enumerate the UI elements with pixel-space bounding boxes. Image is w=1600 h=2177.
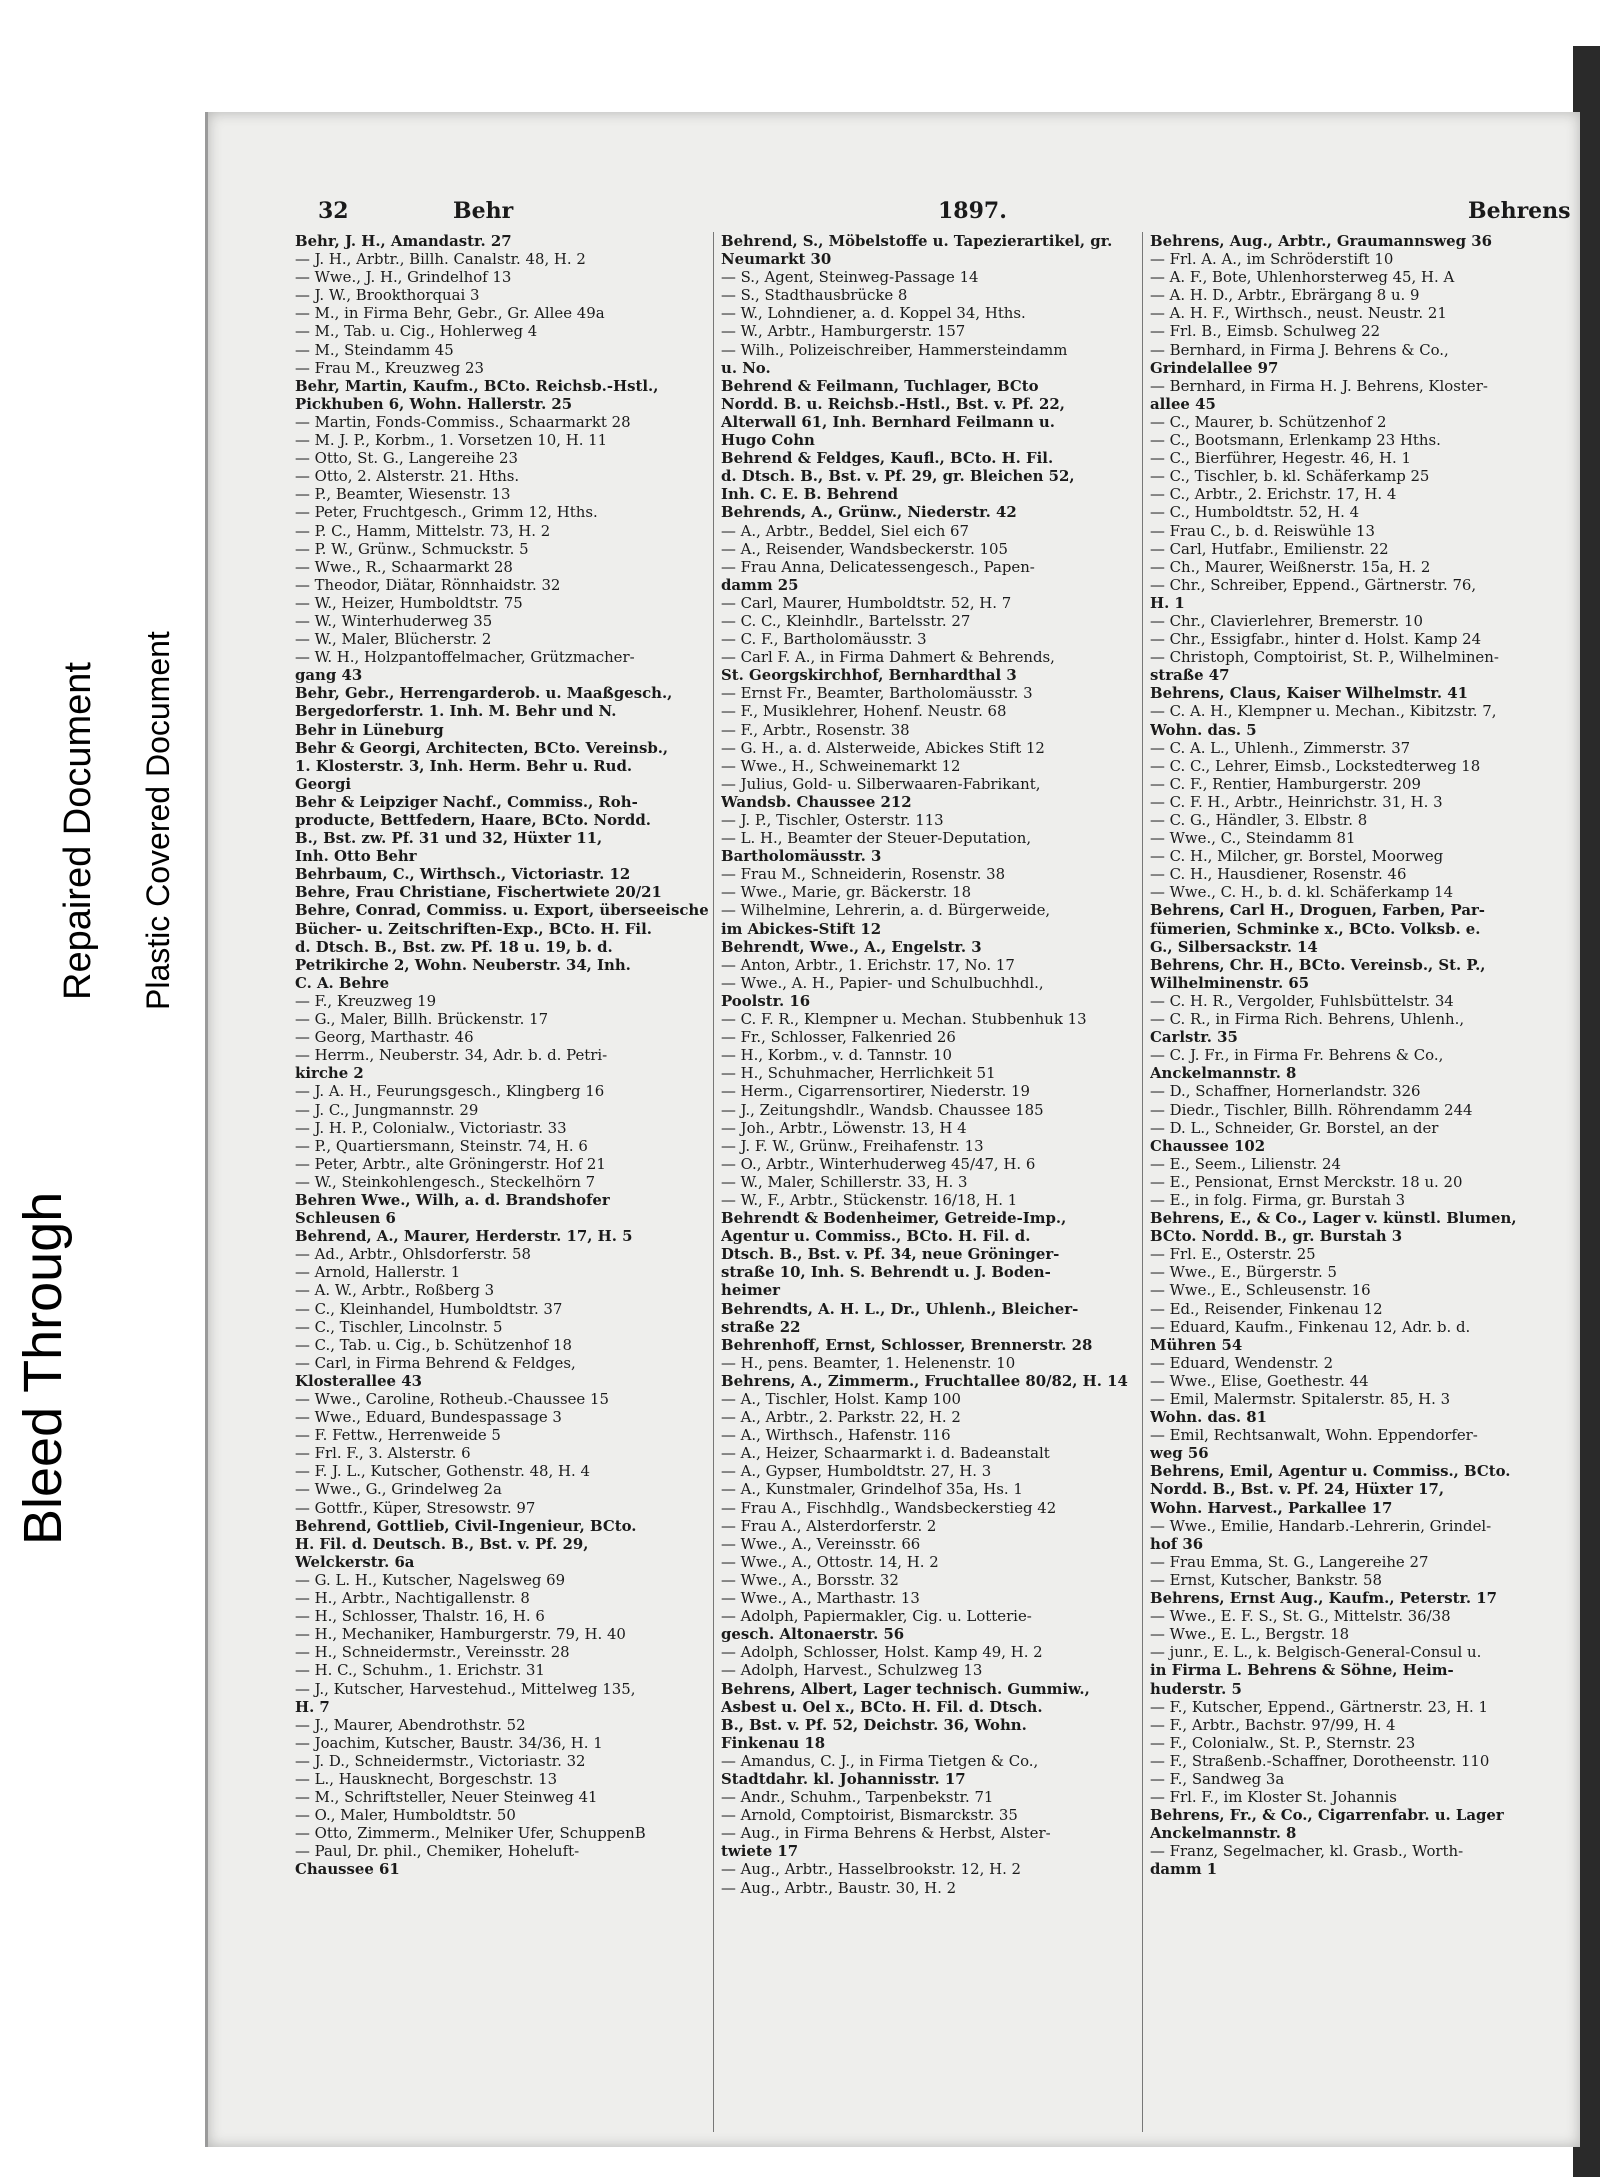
directory-entry-line: Behren Wwe., Wilh, a. d. Brandshofer [295, 1190, 610, 1209]
label-bleed-through: Bleed Through [13, 1191, 73, 1545]
directory-entry-line: straße 22 [721, 1317, 801, 1336]
directory-entry-line: — F., Arbtr., Bachstr. 97/99, H. 4 [1150, 1715, 1396, 1734]
directory-entry-line: — Joh., Arbtr., Löwenstr. 13, H 4 [721, 1118, 967, 1137]
directory-entry-line: — C. C., Kleinhdlr., Bartelsstr. 27 [721, 611, 971, 630]
directory-entry-line: — M., in Firma Behr, Gebr., Gr. Allee 49a [295, 304, 605, 323]
directory-column-1 [295, 232, 720, 1879]
directory-entry-line: — Frl. F., 3. Alsterstr. 6 [295, 1444, 471, 1463]
directory-entry-line: — Aug., in Firma Behrens & Herbst, Alster- [721, 1824, 1051, 1843]
directory-entry-line: — C., Tischler, b. kl. Schäferkamp 25 [1150, 467, 1430, 486]
directory-entry-line: — Arnold, Hallerstr. 1 [295, 1263, 461, 1282]
directory-entry-line: heimer [721, 1281, 781, 1300]
directory-entry-line: Wandsb. Chaussee 212 [721, 792, 912, 811]
directory-entry-line: — J., Kutscher, Harvestehud., Mittelweg 135, [295, 1679, 636, 1698]
directory-entry-line: — Eduard, Wendenstr. 2 [1150, 1353, 1334, 1372]
directory-entry-line: — Christoph, Comptoirist, St. P., Wilhelminen- [1150, 648, 1499, 667]
directory-entry-line: — P. W., Grünw., Schmuckstr. 5 [295, 539, 529, 558]
directory-entry-line: — Wwe., G., Grindelweg 2a [295, 1480, 502, 1499]
directory-entry-line: — C. A. L., Uhlenh., Zimmerstr. 37 [1150, 738, 1411, 757]
directory-entry-line: — Wwe., A., Vereinsstr. 66 [721, 1534, 921, 1553]
directory-entry-line: — Wwe., R., Schaarmarkt 28 [295, 557, 513, 576]
directory-entry-line: — L. H., Beamter der Steuer-Deputation, [721, 829, 1032, 848]
directory-entry-line: — J. H., Arbtr., Billh. Canalstr. 48, H. 2 [295, 250, 586, 269]
directory-entry-line: — Wwe., Eduard, Bundespassage 3 [295, 1408, 562, 1427]
directory-entry-line: Poolstr. 16 [721, 991, 811, 1010]
directory-entry-line: — W., Maler, Schillerstr. 33, H. 3 [721, 1172, 968, 1191]
directory-entry-line: Behr, Martin, Kaufm., BCto. Reichsb.-Hstl., [295, 376, 659, 395]
directory-entry-line: Carlstr. 35 [1150, 1028, 1238, 1047]
header-year: 1897. [938, 198, 1007, 224]
directory-entry-line: gang 43 [295, 666, 363, 685]
directory-entry-line: — Frau C., b. d. Reiswühle 13 [1150, 521, 1375, 540]
directory-entry-line: — A. W., Arbtr., Roßberg 3 [295, 1281, 495, 1300]
directory-entry-line: — Carl F. A., in Firma Dahmert & Behrends, [721, 648, 1055, 667]
directory-entry-line: — G., Maler, Billh. Brückenstr. 17 [295, 1010, 549, 1029]
directory-entry-line: — Frl. A. A., im Schröderstift 10 [1150, 250, 1394, 269]
directory-entry-line: Georgi [295, 774, 352, 793]
directory-entry-line: — Wwe., H., Schweinemarkt 12 [721, 756, 961, 775]
directory-entry-line: — F., Straßenb.-Schaffner, Dorotheenstr. 110 [1150, 1751, 1490, 1770]
directory-entry-line: Behrends, A., Grünw., Niederstr. 42 [721, 503, 1017, 522]
directory-entry-line: — Otto, St. G., Langereihe 23 [295, 449, 518, 468]
directory-entry-line: — Wwe., E., Schleusenstr. 16 [1150, 1281, 1371, 1300]
directory-entry-line: — Otto, Zimmerm., Melniker Ufer, SchuppenB [295, 1824, 646, 1843]
directory-entry-line: BCto. Nordd. B., gr. Burstah 3 [1150, 1227, 1403, 1246]
directory-entry-line: — M., Schriftsteller, Neuer Steinweg 41 [295, 1788, 598, 1807]
directory-entry-line: im Abickes-Stift 12 [721, 919, 882, 938]
directory-entry-line: — Aug., Arbtr., Hasselbrookstr. 12, H. 2 [721, 1860, 1022, 1879]
directory-entry-line: Behrens, Fr., & Co., Cigarrenfabr. u. Lager [1150, 1806, 1504, 1825]
header-left-keyword: Behr [453, 198, 514, 224]
directory-entry-line: — Diedr., Tischler, Billh. Röhrendamm 244 [1150, 1100, 1473, 1119]
directory-entry-line: Behrens, Albert, Lager technisch. Gummiw., [721, 1679, 1090, 1698]
directory-entry-line: — H., Schneidermstr., Vereinsstr. 28 [295, 1643, 570, 1662]
directory-entry-line: — Wilhelmine, Lehrerin, a. d. Bürgerweide, [721, 901, 1051, 920]
directory-entry-line: Wohn. das. 5 [1150, 720, 1257, 739]
directory-entry-line: — Andr., Schuhm., Tarpenbekstr. 71 [721, 1788, 994, 1807]
directory-entry-line: Behrbaum, C., Wirthsch., Victoriastr. 12 [295, 865, 631, 884]
directory-entry-line: — C. G., Händler, 3. Elbstr. 8 [1150, 811, 1368, 829]
directory-entry-line: — Georg, Marthastr. 46 [295, 1028, 474, 1047]
directory-entry-line: — Ch., Maurer, Weißnerstr. 15a, H. 2 [1150, 557, 1431, 576]
directory-entry-line: — Peter, Arbtr., alte Gröningerstr. Hof 21 [295, 1154, 606, 1173]
directory-entry-line: Behrens, E., & Co., Lager v. künstl. Blumen, [1150, 1209, 1517, 1228]
directory-entry-line: d. Dtsch. B., Bst. zw. Pf. 18 u. 19, b. d. [295, 937, 613, 956]
directory-entry-line: — Arnold, Comptoirist, Bismarckstr. 35 [721, 1806, 1018, 1825]
directory-entry-line: — F., Kreuzweg 19 [295, 991, 437, 1010]
directory-entry-line: — F. Fettw., Herrenweide 5 [295, 1426, 501, 1445]
directory-entry-line: — C. J. Fr., in Firma Fr. Behrens & Co., [1150, 1046, 1444, 1065]
directory-entry-line: — A. F., Bote, Uhlenhorsterweg 45, H. A [1150, 268, 1455, 287]
directory-entry-line: — Ernst Fr., Beamter, Bartholomäusstr. 3 [721, 684, 1033, 703]
directory-entry-line: — Amandus, C. J., in Firma Tietgen & Co., [721, 1751, 1039, 1770]
directory-entry-line: — P. C., Hamm, Mittelstr. 73, H. 2 [295, 521, 551, 540]
directory-entry-line: fümerien, Schminke x., BCto. Volksb. e. [1150, 919, 1481, 938]
directory-entry-line: — J. W., Brookthorquai 3 [295, 286, 480, 305]
directory-entry-line: Behrendt & Bodenheimer, Getreide-Imp., [721, 1209, 1067, 1228]
directory-entry-line: — Wwe., Caroline, Rotheub.-Chaussee 15 [295, 1390, 609, 1408]
directory-entry-line: — Frl. B., Eimsb. Schulweg 22 [1150, 322, 1381, 341]
directory-entry-line: Nordd. B. u. Reichsb.-Hstl., Bst. v. Pf. 22, [721, 394, 1065, 413]
directory-entry-line: — O., Arbtr., Winterhuderweg 45/47, H. 6 [721, 1154, 1036, 1173]
directory-entry-line: — Wwe., Elise, Goethestr. 44 [1150, 1371, 1369, 1390]
directory-entry-line: — W., Maler, Blücherstr. 2 [295, 630, 492, 649]
directory-entry-line: — W. H., Holzpantoffelmacher, Grützmacher- [295, 648, 635, 667]
directory-entry-line: Neumarkt 30 [721, 250, 832, 269]
directory-entry-line: — H., pens. Beamter, 1. Helenenstr. 10 [721, 1353, 1016, 1372]
directory-entry-line: straße 10, Inh. S. Behrendt u. J. Boden- [721, 1263, 1051, 1282]
directory-entry-line: — C., Bootsmann, Erlenkamp 23 Hths. [1150, 431, 1441, 450]
directory-entry-line: Behrens, Carl H., Droguen, Farben, Par- [1150, 901, 1485, 920]
directory-entry-line: Dtsch. B., Bst. v. Pf. 34, neue Gröninger- [721, 1245, 1060, 1264]
directory-entry-line: H. 7 [295, 1697, 330, 1716]
directory-entry-line: C. A. Behre [295, 973, 390, 992]
directory-entry-line: producte, Bettfedern, Haare, BCto. Nordd. [295, 811, 651, 829]
directory-entry-line: in Firma L. Behrens & Söhne, Heim- [1150, 1661, 1454, 1680]
directory-entry-line: — J. C., Jungmannstr. 29 [295, 1100, 479, 1119]
directory-entry-line: — Wwe., C. H., b. d. kl. Schäferkamp 14 [1150, 883, 1454, 902]
directory-entry-line: — Wwe., E. F. S., St. G., Mittelstr. 36/38 [1150, 1607, 1451, 1626]
directory-entry-line: — Wwe., Marie, gr. Bäckerstr. 18 [721, 883, 972, 902]
directory-entry-line: — F., Arbtr., Rosenstr. 38 [721, 720, 910, 739]
directory-entry-line: — A., Wirthsch., Hafenstr. 116 [721, 1426, 951, 1445]
page-number: 32 [318, 198, 349, 224]
label-repaired-document: Repaired Document [57, 662, 99, 1000]
directory-entry-line: Mühren 54 [1150, 1335, 1243, 1354]
directory-entry-line: — Frau Anna, Delicatessengesch., Papen- [721, 557, 1035, 576]
directory-entry-line: — C., Kleinhandel, Humboldtstr. 37 [295, 1299, 563, 1318]
directory-entry-line: Behrendts, A. H. L., Dr., Uhlenh., Bleicher- [721, 1299, 1079, 1318]
directory-entry-line: Behrenhoff, Ernst, Schlosser, Brennerstr. 28 [721, 1335, 1093, 1354]
directory-entry-line: — Carl, Maurer, Humboldtstr. 52, H. 7 [721, 593, 1012, 612]
directory-entry-line: — J., Maurer, Abendrothstr. 52 [295, 1715, 526, 1734]
directory-entry-line: — A., Tischler, Holst. Kamp 100 [721, 1390, 961, 1408]
directory-entry-line: — A., Arbtr., 2. Parkstr. 22, H. 2 [721, 1408, 961, 1427]
directory-entry-line: — J. F. W., Grünw., Freihafenstr. 13 [721, 1136, 984, 1155]
directory-entry-line: — E., in folg. Firma, gr. Burstah 3 [1150, 1190, 1406, 1209]
directory-entry-line: — Frau M., Schneiderin, Rosenstr. 38 [721, 865, 1006, 884]
directory-entry-line: — Aug., Arbtr., Baustr. 30, H. 2 [721, 1878, 957, 1897]
directory-entry-line: — F., Kutscher, Eppend., Gärtnerstr. 23, H. 1 [1150, 1697, 1488, 1716]
directory-entry-line: Chaussee 102 [1150, 1136, 1266, 1155]
directory-entry-line: d. Dtsch. B., Bst. v. Pf. 29, gr. Bleichen 52, [721, 467, 1075, 486]
directory-entry-line: Behr, J. H., Amandastr. 27 [295, 232, 512, 250]
directory-entry-line: — C., Humboldtstr. 52, H. 4 [1150, 503, 1360, 522]
directory-entry-line: — P., Beamter, Wiesenstr. 13 [295, 485, 511, 504]
directory-entry-line: — C. F., Bartholomäusstr. 3 [721, 630, 927, 649]
directory-entry-line: — Wwe., A., Ottostr. 14, H. 2 [721, 1552, 939, 1571]
directory-entry-line: — Eduard, Kaufm., Finkenau 12, Adr. b. d. [1150, 1317, 1471, 1336]
directory-entry-line: damm 1 [1150, 1860, 1218, 1879]
directory-entry-line: Behrendt, Wwe., A., Engelstr. 3 [721, 937, 982, 956]
directory-entry-line: Inh. Otto Behr [295, 847, 417, 866]
directory-entry-line: — Wwe., E. L., Bergstr. 18 [1150, 1625, 1350, 1644]
directory-entry-line: — Chr., Clavierlehrer, Bremerstr. 10 [1150, 611, 1423, 630]
directory-entry-line: Finkenau 18 [721, 1733, 826, 1752]
directory-entry-line: — C. F. R., Klempner u. Mechan. Stubbenhuk 13 [721, 1010, 1087, 1029]
directory-entry-line: — F. J. L., Kutscher, Gothenstr. 48, H. 4 [295, 1462, 590, 1481]
directory-entry-line: weg 56 [1150, 1444, 1209, 1463]
directory-entry-line: — M., Tab. u. Cig., Hohlerweg 4 [295, 322, 538, 341]
directory-column-2 [721, 232, 1146, 1897]
directory-entry-line: — C. H. R., Vergolder, Fuhlsbüttelstr. 34 [1150, 991, 1454, 1010]
directory-entry-line: Alterwall 61, Inh. Bernhard Feilmann u. [721, 412, 1055, 431]
directory-entry-line: Welckerstr. 6a [295, 1552, 415, 1571]
directory-entry-line: — D. L., Schneider, Gr. Borstel, an der [1150, 1118, 1439, 1137]
directory-entry-line: — F., Colonialw., St. P., Sternstr. 23 [1150, 1733, 1416, 1752]
directory-entry-line: — Ernst, Kutscher, Bankstr. 58 [1150, 1570, 1382, 1589]
directory-entry-line: — Paul, Dr. phil., Chemiker, Hoheluft- [295, 1842, 580, 1861]
directory-entry-line: — J. H. P., Colonialw., Victoriastr. 33 [295, 1118, 567, 1137]
directory-entry-line: — M., Steindamm 45 [295, 340, 454, 359]
directory-entry-line: — Frau M., Kreuzweg 23 [295, 358, 484, 377]
directory-entry-line: Behrens, Aug., Arbtr., Graumannsweg 36 [1150, 232, 1492, 250]
directory-entry-line: — Wilh., Polizeischreiber, Hammersteindamm [721, 340, 1068, 359]
directory-entry-line: — C. R., in Firma Rich. Behrens, Uhlenh., [1150, 1010, 1465, 1029]
directory-entry-line: Chaussee 61 [295, 1860, 400, 1879]
directory-entry-line: — O., Maler, Humboldtstr. 50 [295, 1806, 516, 1825]
directory-entry-line: hof 36 [1150, 1534, 1204, 1553]
directory-entry-line: Behrend, Gottlieb, Civil-Ingenieur, BCto. [295, 1516, 637, 1535]
directory-entry-line: — Wwe., C., Steindamm 81 [1150, 829, 1356, 848]
directory-entry-line: u. No. [721, 358, 771, 377]
directory-entry-line: — W., Heizer, Humboldtstr. 75 [295, 593, 523, 612]
directory-entry-line: — J. A. H., Feurungsgesch., Klingberg 16 [295, 1082, 605, 1101]
directory-entry-line: — C., Tischler, Lincolnstr. 5 [295, 1317, 503, 1336]
directory-entry-line: Wilhelminenstr. 65 [1150, 973, 1310, 992]
directory-entry-line: — C. A. H., Klempner u. Mechan., Kibitzstr. 7, [1150, 702, 1497, 721]
directory-entry-line: gesch. Altonaerstr. 56 [721, 1625, 905, 1644]
directory-entry-line: — A., Gypser, Humboldtstr. 27, H. 3 [721, 1462, 992, 1481]
directory-entry-line: — Carl, Hutfabr., Emilienstr. 22 [1150, 539, 1389, 558]
directory-entry-line: Petrikirche 2, Wohn. Neuberstr. 34, Inh. [295, 955, 631, 974]
directory-entry-line: — Theodor, Diätar, Rönnhaidstr. 32 [295, 575, 561, 594]
directory-entry-line: — Frau A., Fischhdlg., Wandsbeckerstieg 42 [721, 1498, 1057, 1517]
directory-entry-line: Schleusen 6 [295, 1209, 396, 1228]
directory-entry-line: — M. J. P., Korbm., 1. Vorsetzen 10, H. 11 [295, 431, 608, 450]
directory-entry-line: — C. C., Lehrer, Eimsb., Lockstedterweg 18 [1150, 756, 1481, 775]
directory-entry-line: Behre, Conrad, Commiss. u. Export, überseeische [295, 901, 709, 920]
directory-entry-line: Behr in Lüneburg [295, 720, 444, 739]
directory-entry-line: — H., Korbm., v. d. Tannstr. 10 [721, 1046, 952, 1065]
directory-entry-line: H. Fil. d. Deutsch. B., Bst. v. Pf. 29, [295, 1534, 589, 1553]
directory-entry-line: — H., Arbtr., Nachtigallenstr. 8 [295, 1589, 530, 1608]
directory-entry-line: Behrens, A., Zimmerm., Fruchtallee 80/82, H. 14 [721, 1371, 1128, 1390]
directory-entry-line: — Chr., Essigfabr., hinter d. Holst. Kamp 24 [1150, 630, 1482, 649]
directory-entry-line: Wohn. Harvest., Parkallee 17 [1150, 1498, 1393, 1517]
directory-entry-line: — A., Kunstmaler, Grindelhof 35a, Hs. 1 [721, 1480, 1023, 1499]
directory-entry-line: — C. F. H., Arbtr., Heinrichstr. 31, H. 3 [1150, 792, 1443, 811]
directory-entry-line: — Wwe., A. H., Papier- und Schulbuchhdl., [721, 973, 1044, 992]
directory-entry-line: — C., Tab. u. Cig., b. Schützenhof 18 [295, 1335, 572, 1354]
directory-entry-line: Behrend, A., Maurer, Herderstr. 17, H. 5 [295, 1227, 633, 1246]
directory-entry-line: St. Georgskirchhof, Bernhardthal 3 [721, 666, 1017, 685]
directory-entry-line: twiete 17 [721, 1842, 799, 1861]
directory-entry-line: — Adolph, Harvest., Schulzweg 13 [721, 1661, 983, 1680]
directory-entry-line: — C. H., Milcher, gr. Borstel, Moorweg [1150, 847, 1444, 866]
directory-entry-line: Behr, Gebr., Herrengarderob. u. Maaßgesch., [295, 684, 673, 703]
directory-entry-line: — Wwe., J. H., Grindelhof 13 [295, 268, 512, 287]
directory-entry-line: — H. C., Schuhm., 1. Erichstr. 31 [295, 1661, 545, 1680]
directory-entry-line: Wohn. das. 81 [1150, 1408, 1267, 1427]
directory-entry-line: — junr., E. L., k. Belgisch-General-Consul u. [1150, 1643, 1482, 1662]
directory-entry-line: — A., Reisender, Wandsbeckerstr. 105 [721, 539, 1008, 558]
directory-entry-line: Asbest u. Oel x., BCto. H. Fil. d. Dtsch. [721, 1697, 1043, 1716]
directory-entry-line: allee 45 [1150, 394, 1216, 413]
directory-entry-line: — Emil, Malermstr. Spitalerstr. 85, H. 3 [1150, 1390, 1451, 1408]
directory-entry-line: Klosterallee 43 [295, 1371, 422, 1390]
directory-entry-line: Bücher- u. Zeitschriften-Exp., BCto. H. Fil. [295, 919, 652, 938]
directory-entry-line: — Anton, Arbtr., 1. Erichstr. 17, No. 17 [721, 955, 1015, 974]
directory-entry-line: Behrens, Claus, Kaiser Wilhelmstr. 41 [1150, 684, 1468, 703]
directory-entry-line: Behrens, Chr. H., BCto. Vereinsb., St. P., [1150, 955, 1486, 974]
directory-entry-line: — C. F., Rentier, Hamburgerstr. 209 [1150, 774, 1421, 793]
directory-entry-line: — P., Quartiersmann, Steinstr. 74, H. 6 [295, 1136, 588, 1155]
directory-entry-line: — F., Musiklehrer, Hohenf. Neustr. 68 [721, 702, 1007, 721]
directory-entry-line: — Joachim, Kutscher, Baustr. 34/36, H. 1 [295, 1733, 603, 1752]
directory-entry-line: — Frau A., Alsterdorferstr. 2 [721, 1516, 937, 1535]
directory-entry-line: — S., Stadthausbrücke 8 [721, 286, 908, 305]
directory-entry-line: — Ed., Reisender, Finkenau 12 [1150, 1299, 1383, 1318]
directory-entry-line: — Bernhard, in Firma H. J. Behrens, Kloster- [1150, 376, 1488, 395]
directory-entry-line: — Julius, Gold- u. Silberwaaren-Fabrikant, [721, 774, 1041, 793]
directory-entry-line: Anckelmannstr. 8 [1150, 1064, 1297, 1083]
directory-entry-line: — Ad., Arbtr., Ohlsdorferstr. 58 [295, 1245, 531, 1264]
directory-entry-line: — C. H., Hausdiener, Rosenstr. 46 [1150, 865, 1407, 884]
directory-entry-line: — G. H., a. d. Alsterweide, Abickes Stift 12 [721, 738, 1045, 757]
directory-entry-line: — H., Schlosser, Thalstr. 16, H. 6 [295, 1607, 545, 1626]
directory-entry-line: — Chr., Schreiber, Eppend., Gärtnerstr. 76, [1150, 575, 1477, 594]
directory-entry-line: — Emil, Rechtsanwalt, Wohn. Eppendorfer- [1150, 1426, 1478, 1445]
label-plastic-covered-document: Plastic Covered Document [140, 631, 176, 1010]
directory-entry-line: — A. H. F., Wirthsch., neust. Neustr. 21 [1150, 304, 1447, 323]
directory-entry-line: 1. Klosterstr. 3, Inh. Herm. Behr u. Rud. [295, 756, 633, 775]
directory-entry-line: Bartholomäusstr. 3 [721, 847, 882, 866]
directory-entry-line: Behrend & Feilmann, Tuchlager, BCto [721, 376, 1039, 395]
directory-entry-line: — C., Maurer, b. Schützenhof 2 [1150, 412, 1387, 431]
directory-entry-line: — Adolph, Papiermakler, Cig. u. Lotterie- [721, 1607, 1032, 1626]
scanned-page [205, 112, 1580, 2147]
directory-entry-line: — A., Arbtr., Beddel, Siel eich 67 [721, 521, 969, 540]
directory-entry-line: — Frl. E., Osterstr. 25 [1150, 1245, 1316, 1264]
directory-entry-line: — Fr., Schlosser, Falkenried 26 [721, 1028, 956, 1047]
directory-entry-line: Behr & Georgi, Architecten, BCto. Vereinsb., [295, 738, 669, 757]
directory-entry-line: — E., Seem., Lilienstr. 24 [1150, 1154, 1341, 1173]
directory-entry-line: — Peter, Fruchtgesch., Grimm 12, Hths. [295, 503, 598, 522]
directory-entry-line: — Adolph, Schlosser, Holst. Kamp 49, H. 2 [721, 1643, 1043, 1662]
page-header [318, 198, 1571, 232]
directory-entry-line: — Frau Emma, St. G., Langereihe 27 [1150, 1552, 1429, 1571]
directory-entry-line: — Gottfr., Küper, Stresowstr. 97 [295, 1498, 536, 1517]
directory-entry-line: Behre, Frau Christiane, Fischertwiete 20/21 [295, 883, 662, 902]
directory-entry-line: — E., Pensionat, Ernst Merckstr. 18 u. 20 [1150, 1172, 1463, 1191]
directory-entry-line: — J. D., Schneidermstr., Victoriastr. 32 [295, 1751, 586, 1770]
directory-entry-line: Behrens, Ernst Aug., Kaufm., Peterstr. 17 [1150, 1589, 1498, 1608]
directory-entry-line: — G. L. H., Kutscher, Nagelsweg 69 [295, 1570, 566, 1589]
directory-entry-line: Anckelmannstr. 8 [1150, 1824, 1297, 1843]
directory-entry-line: — C., Bierführer, Hegestr. 46, H. 1 [1150, 449, 1411, 468]
directory-entry-line: — H., Mechaniker, Hamburgerstr. 79, H. 40 [295, 1625, 626, 1644]
directory-entry-line: — Otto, 2. Alsterstr. 21. Hths. [295, 467, 520, 486]
directory-entry-line: G., Silbersackstr. 14 [1150, 937, 1318, 956]
directory-entry-line: Inh. C. E. B. Behrend [721, 485, 899, 504]
directory-entry-line: damm 25 [721, 575, 799, 594]
directory-entry-line: — A. H. D., Arbtr., Ebrärgang 8 u. 9 [1150, 286, 1420, 305]
directory-entry-line: — W., Steinkohlengesch., Steckelhörn 7 [295, 1172, 596, 1191]
directory-entry-line: — S., Agent, Steinweg-Passage 14 [721, 268, 979, 287]
directory-entry-line: — F., Sandweg 3a [1150, 1769, 1285, 1788]
directory-entry-line: Nordd. B., Bst. v. Pf. 24, Hüxter 17, [1150, 1480, 1445, 1499]
directory-entry-line: — Herm., Cigarrensortirer, Niederstr. 19 [721, 1082, 1031, 1101]
directory-entry-line: Agentur u. Commiss., BCto. H. Fil. d. [721, 1227, 1031, 1246]
directory-entry-line: — J., Zeitungshdlr., Wandsb. Chaussee 185 [721, 1100, 1044, 1119]
directory-entry-line: — Bernhard, in Firma J. Behrens & Co., [1150, 340, 1449, 359]
directory-entry-line: — Wwe., Emilie, Handarb.-Lehrerin, Grindel- [1150, 1516, 1492, 1535]
directory-entry-line: Behr & Leipziger Nachf., Commiss., Roh- [295, 792, 638, 811]
directory-entry-line: Hugo Cohn [721, 431, 815, 450]
directory-entry-line: Pickhuben 6, Wohn. Hallerstr. 25 [295, 394, 573, 413]
directory-entry-line: kirche 2 [295, 1064, 364, 1083]
directory-entry-line: B., Bst. zw. Pf. 31 und 32, Hüxter 11, [295, 829, 603, 848]
directory-entry-line: — J. P., Tischler, Osterstr. 113 [721, 811, 944, 829]
directory-entry-line: Behrens, Emil, Agentur u. Commiss., BCto. [1150, 1462, 1511, 1481]
directory-entry-line: — Martin, Fonds-Commiss., Schaarmarkt 28 [295, 412, 631, 431]
directory-entry-line: — C., Arbtr., 2. Erichstr. 17, H. 4 [1150, 485, 1397, 504]
directory-entry-line: — L., Hausknecht, Borgeschstr. 13 [295, 1769, 558, 1788]
directory-entry-line: — W., Arbtr., Hamburgerstr. 157 [721, 322, 966, 341]
directory-entry-line: — D., Schaffner, Hornerlandstr. 326 [1150, 1082, 1421, 1101]
directory-entry-line: huderstr. 5 [1150, 1679, 1242, 1698]
directory-entry-line: — Frl. F., im Kloster St. Johannis [1150, 1788, 1397, 1807]
directory-entry-line: H. 1 [1150, 593, 1185, 612]
directory-entry-line: Stadtdahr. kl. Johannisstr. 17 [721, 1769, 966, 1788]
directory-entry-line: — A., Heizer, Schaarmarkt i. d. Badeanstalt [721, 1444, 1050, 1463]
directory-entry-line: Behrend & Feldges, Kaufl., BCto. H. Fil. [721, 449, 1054, 468]
directory-entry-line: — Carl, in Firma Behrend & Feldges, [295, 1353, 576, 1372]
directory-entry-line: Grindelallee 97 [1150, 358, 1279, 377]
directory-entry-line: B., Bst. v. Pf. 52, Deichstr. 36, Wohn. [721, 1715, 1027, 1734]
directory-entry-line: — Wwe., E., Bürgerstr. 5 [1150, 1263, 1337, 1282]
directory-entry-line: — Wwe., A., Marthastr. 13 [721, 1589, 920, 1608]
directory-entry-line: Bergedorferstr. 1. Inh. M. Behr und N. [295, 702, 617, 721]
directory-column-3 [1150, 232, 1575, 1879]
directory-entry-line: straße 47 [1150, 666, 1230, 685]
directory-entry-line: — Franz, Segelmacher, kl. Grasb., Worth- [1150, 1842, 1464, 1861]
directory-entry-line: — H., Schuhmacher, Herrlichkeit 51 [721, 1064, 996, 1083]
directory-entry-line: Behrend, S., Möbelstoffe u. Tapezierartikel, gr. [721, 232, 1113, 250]
directory-entry-line: — W., Winterhuderweg 35 [295, 611, 493, 630]
header-right-keyword: Behrens [1468, 198, 1571, 224]
directory-entry-line: — Wwe., A., Borsstr. 32 [721, 1570, 899, 1589]
directory-entry-line: — W., Lohndiener, a. d. Koppel 34, Hths. [721, 304, 1026, 323]
directory-entry-line: — W., F., Arbtr., Stückenstr. 16/18, H. 1 [721, 1190, 1018, 1209]
directory-entry-line: — Herrm., Neuberstr. 34, Adr. b. d. Petri- [295, 1046, 608, 1065]
